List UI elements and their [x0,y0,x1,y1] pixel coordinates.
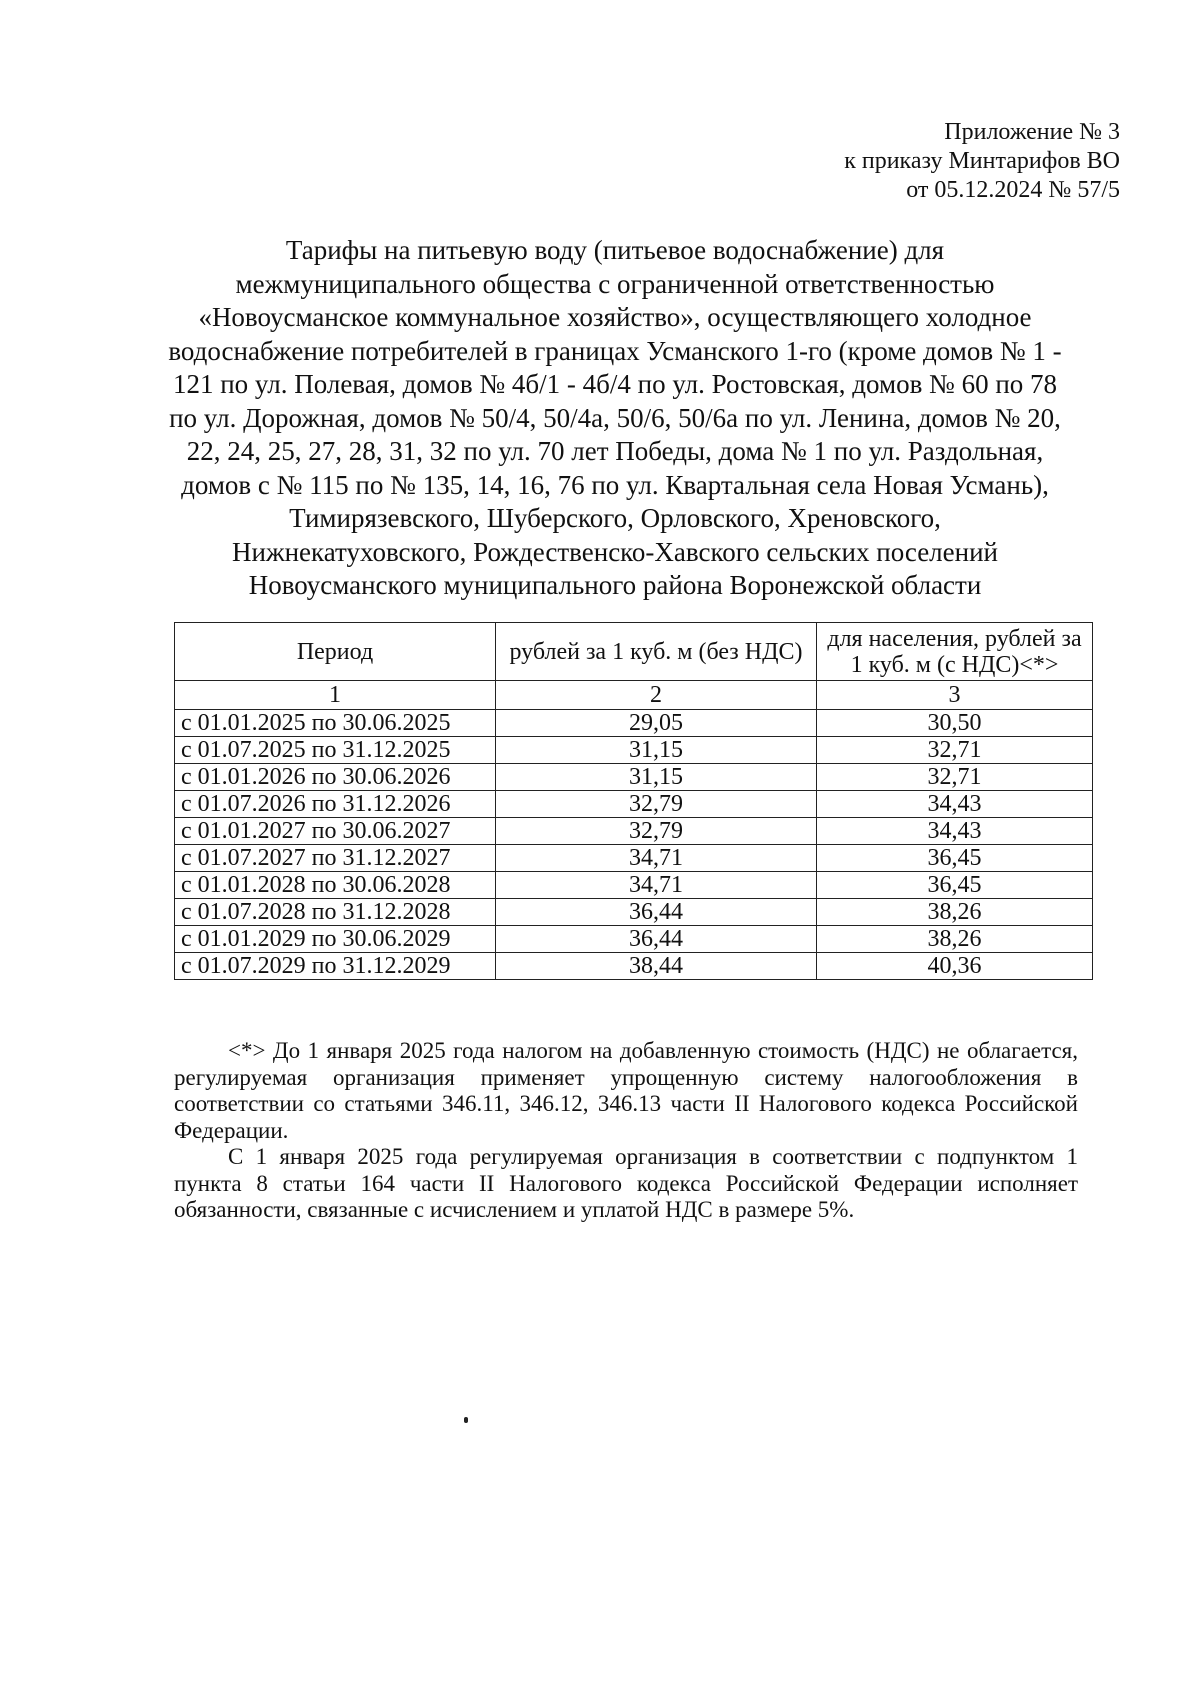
table-row [175,737,1093,764]
price-no-vat-cell: 32,79 [496,791,817,818]
price-no-vat-cell: 34,71 [496,845,817,872]
period-cell: с 01.07.2025 по 31.12.2025 [175,737,496,764]
tariff-table [174,622,1093,980]
column-number: 2 [496,681,817,710]
table-row [175,845,1093,872]
price-no-vat-cell: 29,05 [496,710,817,737]
price-no-vat-cell: 38,44 [496,953,817,980]
price-with-vat-cell: 40,36 [817,953,1093,980]
title-line: «Новоусманское коммунальное хозяйство», осуществляющего холодное [198,302,1032,332]
price-no-vat-cell: 34,71 [496,872,817,899]
table-row [175,899,1093,926]
header-price-no-vat: рублей за 1 куб. м (без НДС) [496,623,817,681]
price-with-vat-cell: 34,43 [817,818,1093,845]
period-cell: с 01.07.2026 по 31.12.2026 [175,791,496,818]
table-row [175,710,1093,737]
table-row [175,764,1093,791]
price-no-vat-cell: 32,79 [496,818,817,845]
price-with-vat-cell: 34,43 [817,791,1093,818]
period-cell: с 01.07.2029 по 31.12.2029 [175,953,496,980]
footnote-vat-obligation: С 1 января 2025 года регулируемая организация в соответствии с подпунктом 1 пункта 8 статьи 164 части II Налогового кодекса Российской Федерации исполняет обязанности, связанные с исчислением и уплатой НДС в размере 5%. [174,1144,1078,1222]
period-cell: с 01.01.2029 по 30.06.2029 [175,926,496,953]
document-title [165,234,1065,603]
price-with-vat-cell: 36,45 [817,845,1093,872]
footnote-vat-exemption: <*> До 1 января 2025 года налогом на добавленную стоимость (НДС) не облагается, регулируемая организация применяет упрощенную систему налогообложения в соответствии со статьями 346.11, 346.12, 346.13 части II Налогового кодекса Российской Федерации. [174,1038,1078,1143]
title-line: домов с № 115 по № 135, 14, 16, 76 по ул. Квартальная села Новая Усмань), [181,469,1049,500]
table-row [175,926,1093,953]
period-cell: с 01.01.2027 по 30.06.2027 [175,818,496,845]
period-cell: с 01.07.2027 по 31.12.2027 [175,845,496,872]
price-no-vat-cell: 36,44 [496,899,817,926]
title-line: 22, 24, 25, 27, 28, 31, 32 по ул. 70 лет Победы, дома № 1 по ул. Раздольная, [186,436,1044,466]
title-line: Тимирязевского, Шуберского, Орловского, Хреновского, [289,503,941,533]
table-row [175,791,1093,818]
annex-number: Приложение № 3 [944,119,1120,145]
annex-date: от 05.12.2024 № 57/5 [906,177,1120,203]
price-no-vat-cell: 31,15 [496,764,817,791]
price-with-vat-cell: 38,26 [817,899,1093,926]
price-with-vat-cell: 38,26 [817,926,1093,953]
table-header-row [175,623,1093,681]
title-line: водоснабжение потребителей в границах Усманского 1-го (кроме домов № 1 - [168,335,1062,366]
column-number: 1 [175,681,496,710]
title-line: Новоусманского муниципального района Воронежской области [248,570,982,600]
title-line: межмуниципального общества с ограниченной ответственностью [235,268,995,299]
title-line: Нижнекатуховского, Рождественско-Хавского сельских поселений [232,536,998,567]
annex-order: к приказу Минтарифов ВО [844,148,1120,174]
title-line: по ул. Дорожная, домов № 50/4, 50/4а, 50/6, 50/6а по ул. Ленина, домов № 20, [169,402,1061,433]
table-row [175,953,1093,980]
annex-reference [844,118,1120,205]
price-no-vat-cell: 36,44 [496,926,817,953]
column-number-row [175,681,1093,710]
period-cell: с 01.01.2026 по 30.06.2026 [175,764,496,791]
footnotes [174,1038,1078,1224]
period-cell: с 01.01.2025 по 30.06.2025 [175,710,496,737]
table-row [175,872,1093,899]
title-line: Тарифы на питьевую воду (питьевое водоснабжение) для [285,235,945,265]
title-line: 121 по ул. Полевая, домов № 4б/1 - 4б/4 по ул. Ростовская, домов № 60 по 78 [172,369,1058,399]
period-cell: с 01.07.2028 по 31.12.2028 [175,899,496,926]
period-cell: с 01.01.2028 по 30.06.2028 [175,872,496,899]
price-with-vat-cell: 36,45 [817,872,1093,899]
header-price-with-vat: для населения, рублей за 1 куб. м (с НДС)<*> [817,623,1093,681]
table-row [175,818,1093,845]
scan-speck [464,1417,468,1423]
price-with-vat-cell: 32,71 [817,737,1093,764]
price-no-vat-cell: 31,15 [496,737,817,764]
header-period: Период [175,623,496,681]
price-with-vat-cell: 30,50 [817,710,1093,737]
column-number: 3 [817,681,1093,710]
price-with-vat-cell: 32,71 [817,764,1093,791]
